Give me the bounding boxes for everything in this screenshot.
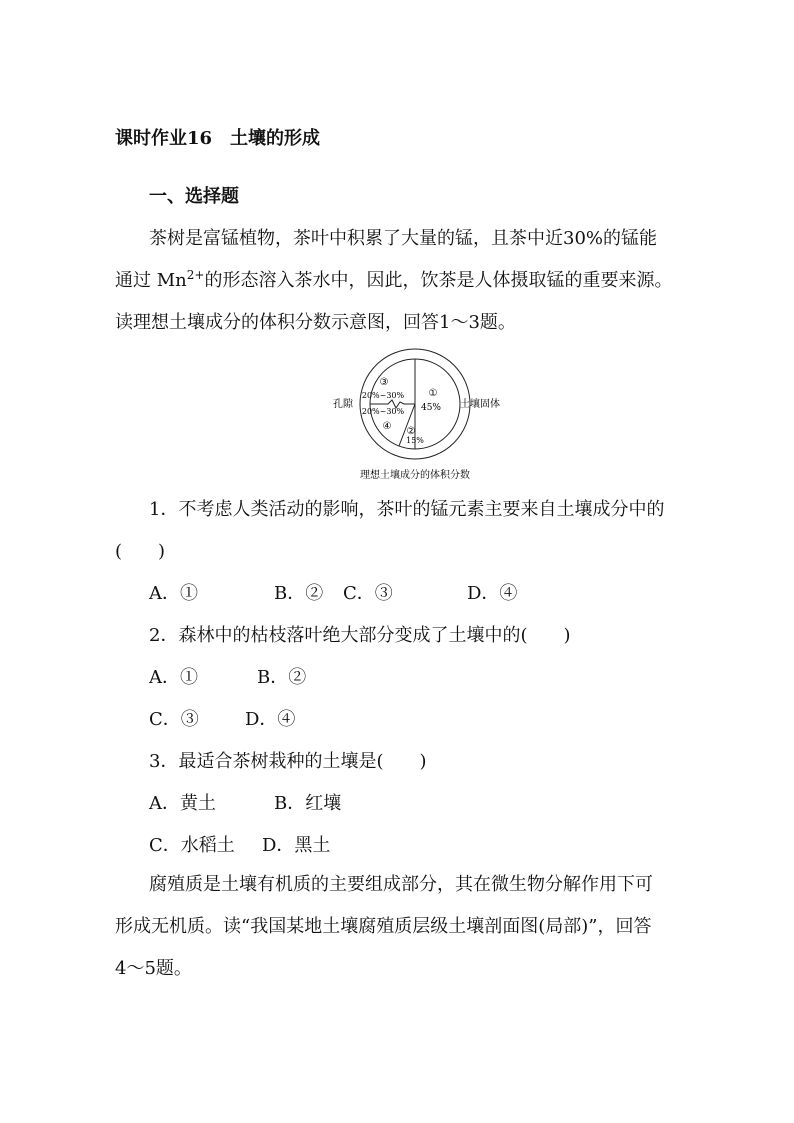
question-3-option-a[interactable]: A．黄土 <box>149 793 216 814</box>
question-1-option-d[interactable]: D．④ <box>467 583 518 604</box>
intro-line-3: 读理想土壤成分的体积分数示意图，回答1～3题。 <box>115 312 516 333</box>
question-2-stem: 2．森林中的枯枝落叶绝大部分变成了土壤中的( ) <box>149 625 571 646</box>
intro-line-2-superscript: 2+ <box>186 268 205 282</box>
slice-2-label: ② <box>406 426 416 437</box>
question-2-option-b[interactable]: B．② <box>257 667 307 688</box>
slice-4-value: 20%~30% <box>361 407 405 416</box>
chart-title: 理想土壤成分的体积分数 <box>360 470 470 481</box>
intro-line-2-pre: 通过 Mn <box>115 270 187 291</box>
slice-1-label: ① <box>428 388 438 399</box>
section-heading: 一、选择题 <box>149 186 239 207</box>
intro-line-2-post: 的形态溶入茶水中，因此，饮茶是人体摄取锰的重要来源。 <box>204 270 673 291</box>
question-3-option-b[interactable]: B．红壤 <box>274 793 342 814</box>
passage-2-line-1: 腐殖质是土壤有机质的主要组成部分，其在微生物分解作用下可 <box>149 874 653 895</box>
question-2-option-c[interactable]: C．③ <box>149 709 199 730</box>
question-3-option-c[interactable]: C．水稻土 <box>149 835 235 856</box>
passage-2-line-3: 4～5题。 <box>115 958 192 979</box>
question-1-blank: ( ) <box>115 541 166 562</box>
solid-label: 土壤固体 <box>460 399 500 410</box>
question-2-option-a[interactable]: A．① <box>149 667 198 688</box>
soil-composition-pie-chart <box>320 348 510 484</box>
slice-3-value: 20%~30% <box>361 391 405 400</box>
intro-line-1: 茶树是富锰植物，茶叶中积累了大量的锰，且茶中近30%的锰能 <box>149 228 658 249</box>
question-3-stem: 3．最适合茶树栽种的土壤是( ) <box>149 751 427 772</box>
question-1-stem: 1．不考虑人类活动的影响，茶叶的锰元素主要来自土壤成分中的 <box>149 499 665 520</box>
passage-2-line-2: 形成无机质。读“我国某地土壤腐殖质层级土壤剖面图(局部)”，回答 <box>115 916 652 937</box>
intro-line-2 <box>115 266 672 292</box>
question-1-option-b[interactable]: B．② <box>274 583 324 604</box>
slice-1-value: 45% <box>420 403 442 413</box>
page-title: 课时作业16 土壤的形成 <box>115 128 321 149</box>
question-3-option-d[interactable]: D．黑土 <box>262 835 331 856</box>
question-2-option-d[interactable]: D．④ <box>245 709 296 730</box>
slice-4-label: ④ <box>382 421 392 432</box>
slice-3-label: ③ <box>379 377 389 388</box>
slice-2-value: 15% <box>406 436 424 445</box>
question-1-option-a[interactable]: A．① <box>149 583 198 604</box>
question-1-option-c[interactable]: C．③ <box>343 583 393 604</box>
pore-label: 孔隙 <box>333 399 353 410</box>
